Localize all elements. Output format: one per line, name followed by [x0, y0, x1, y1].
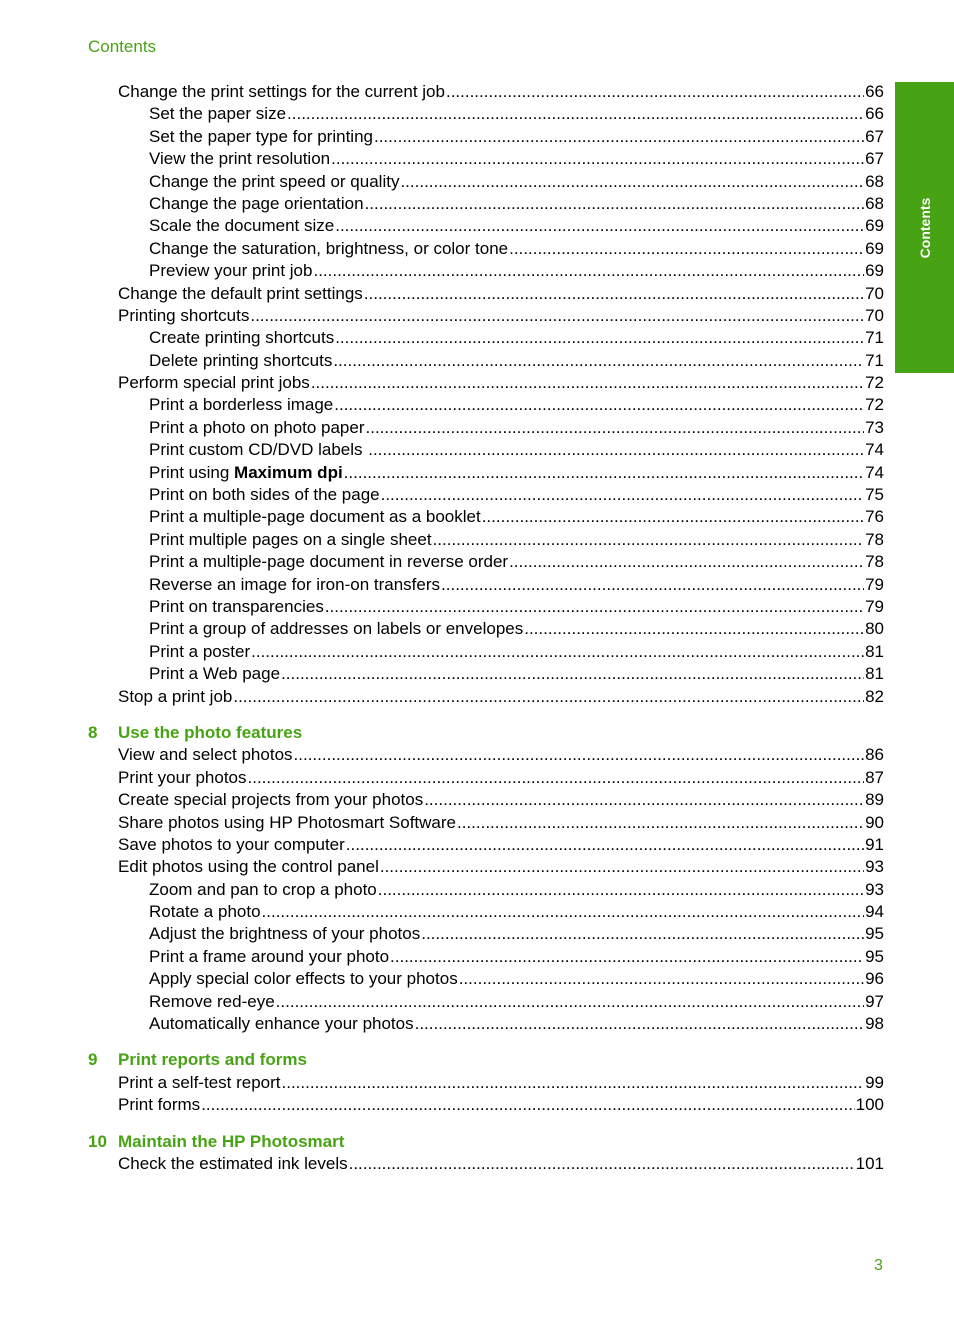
toc-entry-text: Print on transparencies [149, 596, 324, 616]
dot-leader [446, 81, 864, 103]
toc-entry[interactable] [0, 789, 954, 811]
toc-page-number: 69 [865, 261, 884, 281]
chapter-title: Print reports and forms [118, 1050, 307, 1070]
toc-entry[interactable] [0, 991, 954, 1013]
toc-page-number: 87 [865, 767, 884, 787]
toc-page-number: 69 [865, 238, 884, 258]
toc-entry-text: Create special projects from your photos [118, 790, 424, 810]
toc-entry[interactable] [0, 148, 954, 170]
toc-entry[interactable] [0, 462, 954, 484]
toc-entry-text: Change the print speed or quality [149, 171, 400, 191]
dot-leader [311, 372, 864, 394]
dot-leader [331, 148, 864, 170]
chapter-number: 8 [88, 722, 98, 742]
dot-leader [509, 238, 864, 260]
dot-leader [287, 103, 864, 125]
dot-leader [390, 946, 864, 968]
toc-entry[interactable] [0, 238, 954, 260]
toc-entry[interactable] [0, 506, 954, 528]
toc-entry-text: Zoom and pan to crop a photo [149, 879, 377, 899]
dot-leader [282, 1072, 865, 1094]
toc-entry[interactable] [0, 1153, 954, 1175]
toc-entry-text: Print a multiple-page document in reverse order [149, 552, 509, 572]
dot-leader [251, 641, 864, 663]
toc-entry[interactable] [0, 618, 954, 640]
toc-page-number: 81 [865, 641, 884, 661]
toc-entry[interactable] [0, 439, 954, 461]
toc-page-number: 66 [865, 82, 884, 101]
toc-page-number: 95 [865, 924, 884, 944]
toc-page-number: 81 [865, 664, 884, 684]
toc-page-number: 98 [865, 1014, 884, 1034]
side-tab-label: Contents [916, 197, 933, 258]
dot-leader [365, 193, 865, 215]
toc-entry-text: Print a frame around your photo [149, 946, 390, 966]
toc-entry-text: Print multiple pages on a single sheet [149, 529, 432, 549]
dot-leader [459, 968, 864, 990]
toc-entry-text: Edit photos using the control panel [118, 857, 379, 877]
dot-leader [335, 215, 864, 237]
toc-entry[interactable] [0, 744, 954, 766]
chapter-heading[interactable] [0, 1131, 954, 1153]
toc-entry-text: Change the default print settings [118, 283, 363, 303]
toc-entry-text: Print a multiple-page document as a booklet [149, 507, 481, 527]
toc-page-number: 96 [865, 969, 884, 989]
toc-entry-text: Print a Web page [149, 664, 281, 684]
toc-entry[interactable] [0, 1072, 954, 1094]
toc-page-number: 76 [865, 507, 884, 527]
toc-entry-text: Rotate a photo [149, 902, 261, 922]
toc-entry[interactable] [0, 596, 954, 618]
toc-entry-text: Print a photo on photo paper [149, 417, 365, 437]
toc-entry[interactable] [0, 215, 954, 237]
toc-page-number: 94 [865, 902, 884, 922]
toc-entry-text: Apply special color effects to your photos [149, 969, 458, 989]
toc-entry-text: Change the print settings for the current job [118, 82, 445, 101]
toc-entry[interactable] [0, 946, 954, 968]
dot-leader [424, 789, 864, 811]
toc-page-number: 74 [865, 462, 884, 482]
toc-page-number: 73 [865, 417, 884, 437]
toc-entry[interactable] [0, 529, 954, 551]
toc-entry[interactable] [0, 171, 954, 193]
page-number: 3 [874, 1257, 883, 1274]
toc-entry[interactable] [0, 901, 954, 923]
dot-leader [524, 618, 864, 640]
toc-page-number: 67 [865, 126, 884, 146]
toc-entry[interactable] [0, 1013, 954, 1035]
dot-leader [509, 551, 864, 573]
dot-leader [294, 744, 865, 766]
toc-page-number: 71 [865, 350, 884, 370]
dot-leader [248, 767, 865, 789]
dot-leader [262, 901, 865, 923]
dot-leader [344, 462, 864, 484]
toc-entry-text: View and select photos [118, 745, 293, 765]
toc-entry-text: Create printing shortcuts [149, 328, 335, 348]
toc-entry-text: Print on both sides of the page [149, 485, 380, 505]
table-of-contents [0, 81, 954, 1175]
dot-leader [276, 991, 864, 1013]
toc-entry[interactable] [0, 923, 954, 945]
chapter-heading[interactable] [0, 1049, 954, 1071]
dot-leader [441, 574, 864, 596]
toc-page-number: 97 [865, 991, 884, 1011]
dot-leader [457, 812, 864, 834]
toc-entry[interactable] [0, 812, 954, 834]
toc-entry-text: Set the paper size [149, 104, 287, 124]
dot-leader [333, 350, 864, 372]
toc-entry-text: Stop a print job [118, 686, 233, 706]
dot-leader [233, 686, 864, 708]
toc-page-number: 71 [865, 328, 884, 348]
toc-page-number: 79 [865, 574, 884, 594]
toc-page-number: 99 [865, 1072, 884, 1092]
toc-page-number: 68 [865, 193, 884, 213]
toc-entry-text: Set the paper type for printing [149, 126, 373, 146]
dot-leader [374, 126, 864, 148]
toc-entry-text: Print a poster [149, 641, 251, 661]
dot-leader [349, 1153, 855, 1175]
chapter-number: 9 [88, 1050, 98, 1070]
toc-entry[interactable] [0, 641, 954, 663]
dot-leader [201, 1094, 854, 1116]
toc-entry[interactable] [0, 372, 954, 394]
toc-page-number: 70 [865, 305, 884, 325]
toc-page-number: 82 [865, 686, 884, 706]
toc-entry[interactable] [0, 1094, 954, 1116]
toc-entry[interactable] [0, 686, 954, 708]
toc-entry-text: Check the estimated ink levels [118, 1153, 348, 1173]
toc-page-number: 74 [865, 440, 884, 460]
toc-entry[interactable] [0, 126, 954, 148]
toc-entry-text: Remove red-eye [149, 991, 275, 1011]
toc-entry[interactable] [0, 81, 954, 103]
toc-entry-text: Save photos to your computer [118, 834, 345, 854]
toc-entry-text: Print custom CD/DVD labels [149, 440, 368, 460]
toc-page-number: 93 [865, 857, 884, 877]
dot-leader [378, 879, 864, 901]
toc-entry-text: Reverse an image for iron-on transfers [149, 574, 441, 594]
toc-page-number: 86 [865, 745, 884, 765]
toc-entry-text: Print your photos [118, 767, 247, 787]
toc-page-number: 93 [865, 879, 884, 899]
toc-entry-text: Share photos using HP Photosmart Software [118, 812, 456, 832]
dot-leader [334, 394, 864, 416]
dot-leader [366, 417, 865, 439]
toc-entry-text: Change the page orientation [149, 193, 364, 213]
dot-leader [325, 596, 864, 618]
chapter-heading[interactable] [0, 722, 954, 744]
dot-leader [482, 506, 864, 528]
toc-entry-text [149, 462, 343, 484]
toc-entry[interactable] [0, 394, 954, 416]
chapter-number: 10 [88, 1131, 107, 1151]
toc-page-number: 72 [865, 373, 884, 393]
toc-entry[interactable] [0, 305, 954, 327]
dot-leader [364, 283, 864, 305]
toc-entry[interactable] [0, 327, 954, 349]
toc-entry[interactable] [0, 193, 954, 215]
toc-page-number: 72 [865, 395, 884, 415]
dot-leader [335, 327, 864, 349]
chapter-title: Use the photo features [118, 722, 303, 742]
toc-page-number: 66 [865, 104, 884, 124]
toc-page-number: 75 [865, 485, 884, 505]
toc-entry-text-bold: Maximum dpi [234, 462, 343, 482]
page-header-title: Contents [88, 37, 157, 56]
dot-leader [250, 305, 864, 327]
toc-entry[interactable] [0, 574, 954, 596]
toc-entry[interactable] [0, 767, 954, 789]
dot-leader [313, 260, 864, 282]
toc-entry[interactable] [0, 856, 954, 878]
toc-entry-text: Scale the document size [149, 216, 335, 236]
toc-page-number: 79 [865, 596, 884, 616]
toc-entry-text: Print a borderless image [149, 395, 334, 415]
toc-entry[interactable] [0, 551, 954, 573]
toc-entry[interactable] [0, 417, 954, 439]
toc-entry-text: View the print resolution [149, 149, 331, 169]
toc-entry[interactable] [0, 879, 954, 901]
toc-entry-text: Print a group of addresses on labels or envelopes [149, 619, 524, 639]
toc-page-number: 90 [865, 812, 884, 832]
toc-page-number: 91 [865, 834, 884, 854]
dot-leader [281, 663, 864, 685]
toc-entry[interactable] [0, 968, 954, 990]
toc-entry[interactable] [0, 103, 954, 125]
toc-entry[interactable] [0, 484, 954, 506]
toc-entry-text: Perform special print jobs [118, 373, 310, 393]
toc-page-number: 95 [865, 946, 884, 966]
dot-leader [368, 439, 864, 461]
chapter-title: Maintain the HP Photosmart [118, 1131, 345, 1151]
toc-entry-text: Adjust the brightness of your photos [149, 924, 421, 944]
dot-leader [421, 923, 864, 945]
toc-entry[interactable] [0, 663, 954, 685]
toc-entry[interactable] [0, 834, 954, 856]
dot-leader [433, 529, 865, 551]
dot-leader [381, 484, 864, 506]
toc-entry[interactable] [0, 260, 954, 282]
toc-page-number: 70 [865, 283, 884, 303]
toc-page-number: 101 [855, 1153, 884, 1173]
toc-entry-text: Change the saturation, brightness, or color tone [149, 238, 509, 258]
toc-page-number: 78 [865, 552, 884, 572]
toc-page-number: 69 [865, 216, 884, 236]
dot-leader [346, 834, 864, 856]
toc-entry-text: Preview your print job [149, 261, 313, 281]
toc-entry-text: Print a self-test report [118, 1072, 281, 1092]
toc-page-number: 80 [865, 619, 884, 639]
toc-page-number: 89 [865, 790, 884, 810]
dot-leader [400, 171, 864, 193]
toc-entry-text: Delete printing shortcuts [149, 350, 333, 370]
toc-page-number: 78 [865, 529, 884, 549]
toc-page-number: 100 [855, 1095, 884, 1115]
toc-entry-text: Printing shortcuts [118, 305, 250, 325]
toc-entry-text: Print forms [118, 1095, 201, 1115]
toc-page-number: 67 [865, 149, 884, 169]
toc-page-number: 68 [865, 171, 884, 191]
toc-entry[interactable] [0, 350, 954, 372]
dot-leader [380, 856, 864, 878]
toc-entry[interactable] [0, 283, 954, 305]
dot-leader [415, 1013, 864, 1035]
toc-entry-text-prefix: Print using [149, 462, 235, 482]
toc-entry-text: Automatically enhance your photos [149, 1014, 414, 1034]
